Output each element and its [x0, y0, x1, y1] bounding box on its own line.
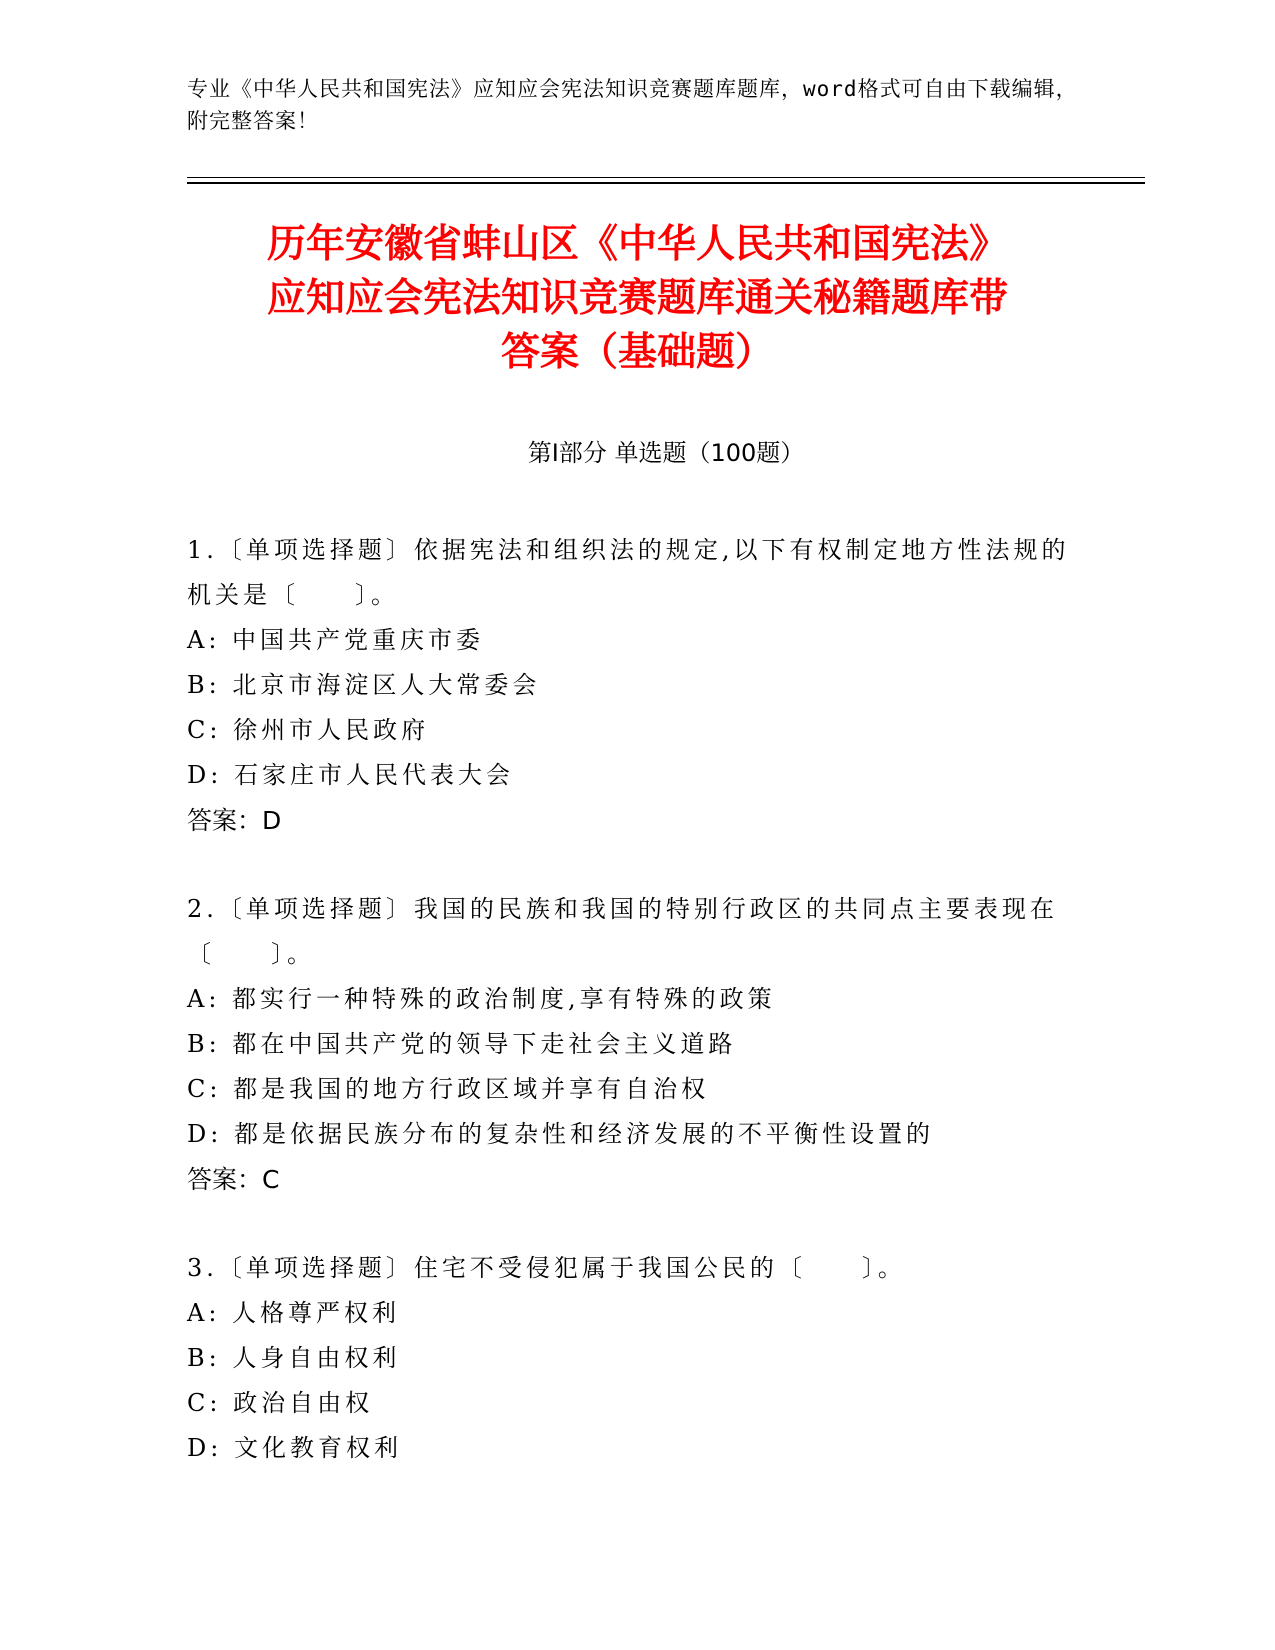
question-stem: 2.〔单项选择题〕我国的民族和我国的特别行政区的共同点主要表现在〔 〕。	[187, 895, 1058, 968]
option-a: A: 都实行一种特殊的政治制度,享有特殊的政策	[187, 985, 776, 1013]
option-c: C: 徐州市人民政府	[187, 716, 430, 744]
answer: 答案：C	[187, 1165, 280, 1194]
section-title: 第Ⅰ部分 单选题（100题）	[527, 439, 805, 467]
option-b: B: 人身自由权利	[187, 1344, 401, 1372]
question-stem: 1.〔单项选择题〕依据宪法和组织法的规定,以下有权制定地方性法规的机关是〔 〕。	[187, 536, 1070, 609]
option-b: B: 北京市海淀区人大常委会	[187, 671, 541, 699]
question-3	[187, 1246, 1087, 1471]
option-d: D: 文化教育权利	[187, 1434, 402, 1462]
header-divider-thin	[187, 177, 1145, 178]
document-title-line-2: 应知应会宪法知识竞赛题库通关秘籍题库带	[266, 276, 1008, 321]
question-2	[187, 887, 1087, 1202]
document-title	[140, 218, 1135, 380]
question-list	[187, 528, 1087, 1515]
question-stem: 3.〔单项选择题〕住宅不受侵犯属于我国公民的〔 〕。	[187, 1254, 906, 1282]
document-title-line-1: 历年安徽省蚌山区《中华人民共和国宪法》	[266, 222, 1008, 267]
question-1	[187, 528, 1087, 843]
option-d: D: 石家庄市人民代表大会	[187, 761, 514, 789]
header-divider-thick	[187, 182, 1145, 184]
option-c: C: 政治自由权	[187, 1389, 374, 1417]
option-d: D: 都是依据民族分布的复杂性和经济发展的不平衡性设置的	[187, 1120, 934, 1148]
answer: 答案：D	[187, 806, 282, 835]
header-note: 专业《中华人民共和国宪法》应知应会宪法知识竞赛题库题库，word格式可自由下载编辑，附完整答案！	[187, 77, 1078, 133]
document-title-line-3: 答案（基础题）	[500, 330, 774, 375]
option-a: A: 中国共产党重庆市委	[187, 626, 485, 654]
option-c: C: 都是我国的地方行政区域并享有自治权	[187, 1075, 710, 1103]
option-a: A: 人格尊严权利	[187, 1299, 401, 1327]
option-b: B: 都在中国共产党的领导下走社会主义道路	[187, 1030, 737, 1058]
